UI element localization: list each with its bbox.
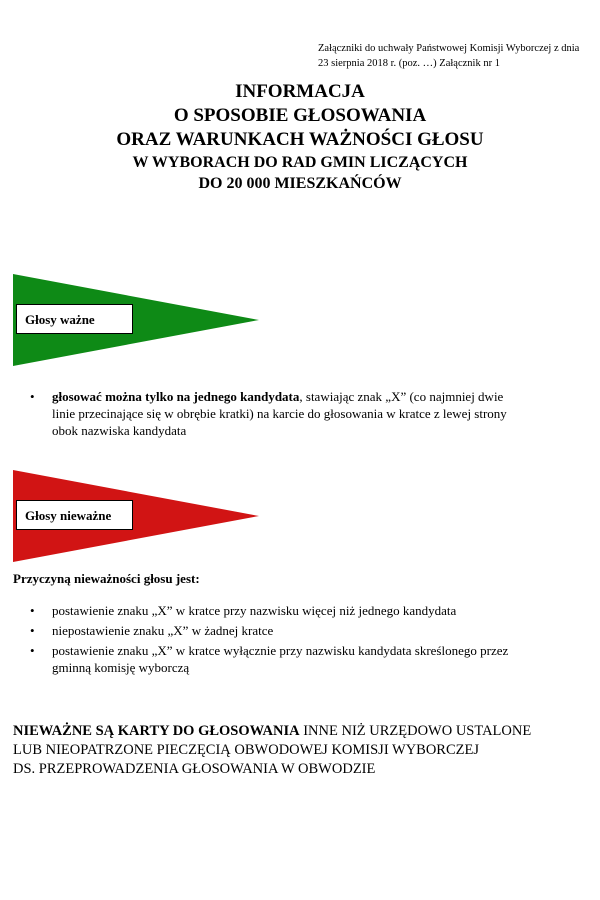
list-item <box>30 388 600 439</box>
list-item <box>30 622 600 639</box>
invalid-item-line1: postawienie znaku „X” w kratce przy nazwisku więcej niż jednego kandydata <box>52 603 457 618</box>
list-item <box>30 642 600 676</box>
invalid-item-line1: postawienie znaku „X” w kratce wyłącznie przy nazwisku kandydata skreślonego przez <box>52 643 509 658</box>
valid-bullet-line3: obok nazwiska kandydata <box>52 423 187 438</box>
valid-bullet-line1-rest: , stawiając znak „X” (co najmniej dwie <box>299 389 504 404</box>
notice-line1-rest: INNE NIŻ URZĘDOWO USTALONE <box>299 723 532 739</box>
header-note <box>318 41 600 71</box>
valid-votes-pennant <box>13 274 259 366</box>
header-note-line1: Załączniki do uchwały Państwowej Komisji Wyborczej z dnia <box>318 43 580 54</box>
title-line2: O SPOSOBIE GŁOSOWANIA <box>173 105 427 126</box>
bullet-icon: • <box>30 389 35 404</box>
invalid-votes-label: Głosy nieważne <box>16 500 133 530</box>
invalidity-cause-heading: Przyczyną nieważności głosu jest: <box>13 571 200 586</box>
bullet-icon: • <box>30 643 35 658</box>
header-note-line2: 23 sierpnia 2018 r. (poz. …) Załącznik nr 1 <box>318 58 500 69</box>
valid-bullet-line2: linie przecinające się w obrębie kratki) na karcie do głosowania w kratce z lewej strony <box>52 406 507 421</box>
notice-line3: DS. PRZEPROWADZENIA GŁOSOWANIA W OBWODZIE <box>13 761 376 777</box>
invalid-ballots-notice <box>13 722 600 779</box>
valid-bullet-bold: głosować można tylko na jednego kandydata <box>52 389 300 404</box>
title-line1: INFORMACJA <box>235 81 365 102</box>
invalid-item-line1: niepostawienie znaku „X” w żadnej kratce <box>52 623 274 638</box>
title-line5: DO 20 000 MIESZKAŃCÓW <box>198 175 402 192</box>
valid-bullet-line1 <box>52 388 600 405</box>
notice-line2: LUB NIEOPATRZONE PIECZĘCIĄ OBWODOWEJ KOMISJI WYBORCZEJ <box>13 742 480 758</box>
invalid-item-line2: gminną komisję wyborczą <box>52 660 190 675</box>
invalid-votes-pennant <box>13 470 259 562</box>
notice-bold: NIEWAŻNE SĄ KARTY DO GŁOSOWANIA <box>13 723 300 739</box>
bullet-icon: • <box>30 603 35 618</box>
notice-line1 <box>13 722 600 741</box>
valid-votes-list <box>30 388 600 439</box>
list-item <box>30 602 600 619</box>
invalid-votes-list <box>30 602 600 679</box>
title-line3: ORAZ WARUNKACH WAŻNOŚCI GŁOSU <box>116 129 484 150</box>
document-title <box>0 80 600 194</box>
valid-votes-label: Głosy ważne <box>16 304 133 334</box>
title-line4: W WYBORACH DO RAD GMIN LICZĄCYCH <box>132 154 468 171</box>
bullet-icon: • <box>30 623 35 638</box>
